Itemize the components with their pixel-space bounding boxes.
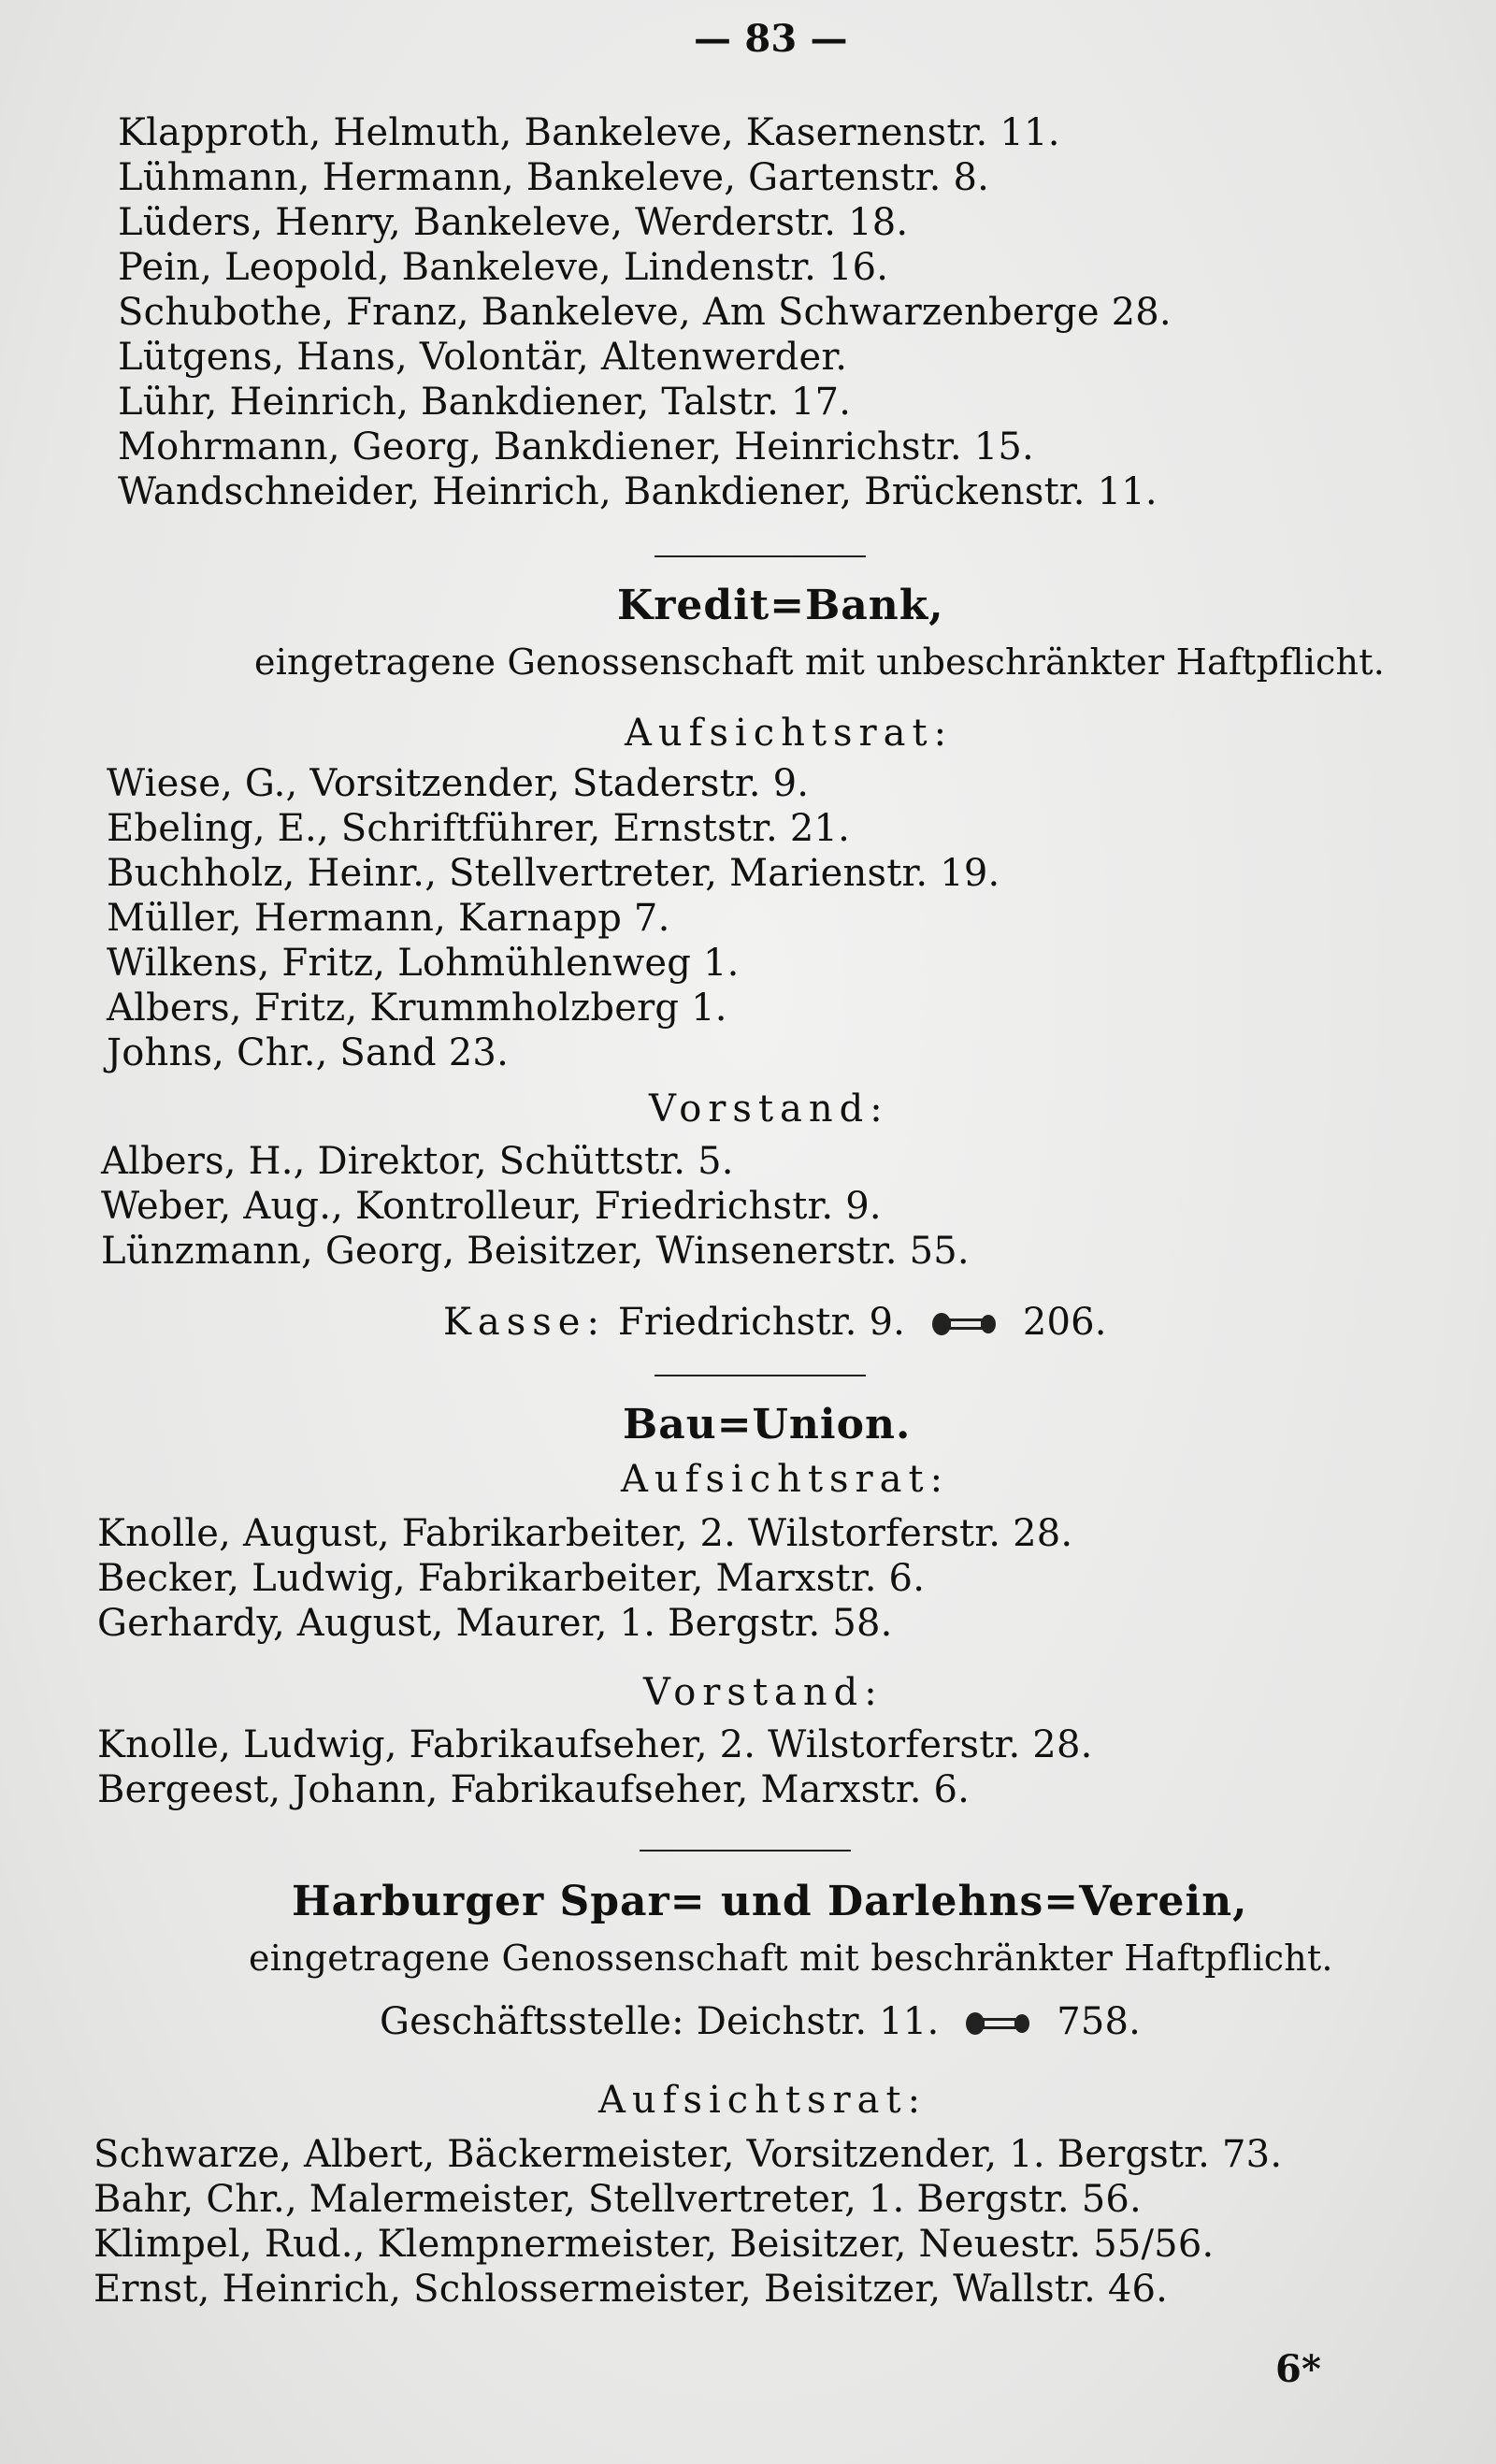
section-subtitle: eingetragene Genossenschaft mit beschränkter Haftpflicht. bbox=[249, 1938, 1333, 1979]
telephone-icon bbox=[964, 2010, 1033, 2038]
page-number: — 83 — bbox=[694, 17, 848, 61]
list-item: Mohrmann, Georg, Bankdiener, Heinrichstr. 15. bbox=[118, 425, 1034, 468]
section-title-harburger-verein: Harburger Spar= und Darlehns=Verein, bbox=[292, 1878, 1248, 1925]
list-item: Schubothe, Franz, Bankeleve, Am Schwarzenberge 28. bbox=[118, 291, 1172, 334]
section-title-kredit-bank: Kredit=Bank, bbox=[617, 582, 944, 629]
phone-number: 206. bbox=[1022, 1301, 1107, 1344]
section-title-bau-union: Bau=Union. bbox=[623, 1401, 912, 1448]
aufsichtsrat-heading: Aufsichtsrat: bbox=[625, 712, 954, 755]
kasse-label: Kasse: bbox=[443, 1301, 606, 1344]
list-item: Johns, Chr., Sand 23. bbox=[107, 1031, 509, 1074]
list-item: Lühr, Heinrich, Bankdiener, Talstr. 17. bbox=[118, 381, 852, 424]
aufsichtsrat-heading: Aufsichtsrat: bbox=[621, 1458, 950, 1501]
list-item: Knolle, Ludwig, Fabrikaufseher, 2. Wilstorferstr. 28. bbox=[97, 1723, 1093, 1766]
aufsichtsrat-heading: Aufsichtsrat: bbox=[598, 2079, 928, 2122]
list-item: Albers, H., Direktor, Schüttstr. 5. bbox=[101, 1140, 734, 1183]
list-item: Gerhardy, August, Maurer, 1. Bergstr. 58. bbox=[97, 1602, 893, 1645]
signature-mark: 6* bbox=[1275, 2347, 1322, 2391]
list-item: Wandschneider, Heinrich, Bankdiener, Brückenstr. 11. bbox=[118, 470, 1158, 513]
phone-number: 758. bbox=[1057, 2000, 1142, 2043]
section-subtitle: eingetragene Genossenschaft mit unbeschränkter Haftpflicht. bbox=[254, 641, 1385, 683]
list-item: Albers, Fritz, Krummholzberg 1. bbox=[107, 987, 727, 1030]
telephone-icon bbox=[930, 1310, 1000, 1338]
list-item: Knolle, August, Fabrikarbeiter, 2. Wilstorferstr. 28. bbox=[97, 1512, 1073, 1555]
section-divider bbox=[654, 555, 866, 557]
list-item: Schwarze, Albert, Bäckermeister, Vorsitzender, 1. Bergstr. 73. bbox=[94, 2133, 1283, 2176]
vorstand-heading: Vorstand: bbox=[643, 1671, 884, 1714]
list-item: Klimpel, Rud., Klempnermeister, Beisitzer, Neuestr. 55/56. bbox=[94, 2223, 1215, 2266]
list-item: Weber, Aug., Kontrolleur, Friedrichstr. 9. bbox=[101, 1185, 882, 1228]
list-item: Müller, Hermann, Karnapp 7. bbox=[107, 897, 670, 940]
kasse-address: Friedrichstr. 9. bbox=[617, 1301, 906, 1344]
list-item: Klapproth, Helmuth, Bankeleve, Kasernenstr. 11. bbox=[118, 111, 1060, 154]
list-item: Ebeling, E., Schriftführer, Ernststr. 21. bbox=[107, 807, 851, 850]
vorstand-heading: Vorstand: bbox=[649, 1088, 889, 1131]
office-line bbox=[380, 1999, 1141, 2044]
list-item: Pein, Leopold, Bankeleve, Lindenstr. 16. bbox=[118, 246, 889, 289]
list-item: Lünzmann, Georg, Beisitzer, Winsenerstr. 55. bbox=[101, 1230, 970, 1273]
list-item: Wilkens, Fritz, Lohmühlenweg 1. bbox=[107, 942, 740, 985]
office-address: Geschäftsstelle: Deichstr. 11. bbox=[380, 2000, 940, 2043]
list-item: Bergeest, Johann, Fabrikaufseher, Marxstr. 6. bbox=[97, 1768, 971, 1811]
list-item: Buchholz, Heinr., Stellvertreter, Marienstr. 19. bbox=[107, 852, 1000, 895]
list-item: Bahr, Chr., Malermeister, Stellvertreter, 1. Bergstr. 56. bbox=[94, 2178, 1142, 2221]
list-item: Lütgens, Hans, Volontär, Altenwerder. bbox=[118, 336, 848, 379]
list-item: Becker, Ludwig, Fabrikarbeiter, Marxstr. 6. bbox=[97, 1557, 926, 1600]
section-divider bbox=[654, 1375, 866, 1376]
list-item: Wiese, G., Vorsitzender, Staderstr. 9. bbox=[107, 762, 810, 805]
list-item: Lühmann, Hermann, Bankeleve, Gartenstr. 8. bbox=[118, 156, 990, 199]
section-divider bbox=[640, 1850, 851, 1852]
list-item: Ernst, Heinrich, Schlossermeister, Beisitzer, Wallstr. 46. bbox=[94, 2268, 1169, 2311]
kasse-line bbox=[443, 1300, 1107, 1345]
list-item: Lüders, Henry, Bankeleve, Werderstr. 18. bbox=[118, 201, 909, 244]
